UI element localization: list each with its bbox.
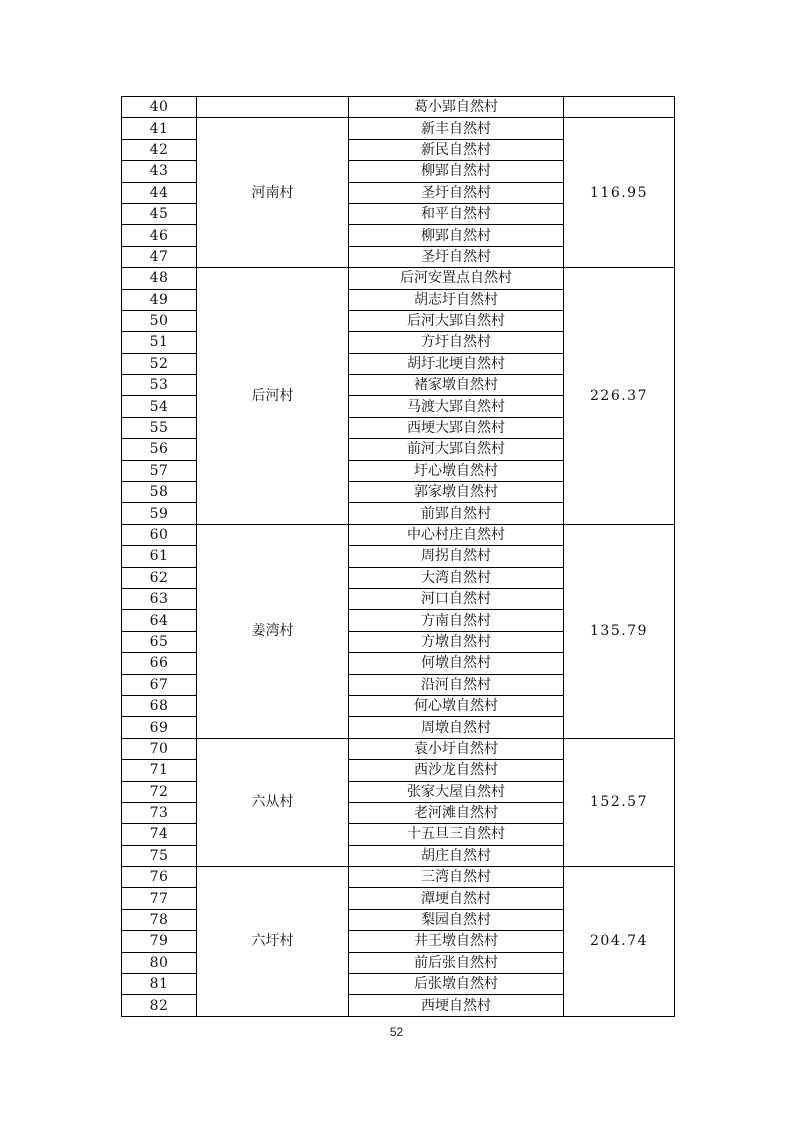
natural-village-cell: 沿河自然村 xyxy=(349,674,564,695)
row-number-cell: 62 xyxy=(122,567,197,588)
row-number-cell: 76 xyxy=(122,867,197,888)
natural-village-cell: 方圩自然村 xyxy=(349,332,564,353)
row-number-cell: 65 xyxy=(122,631,197,652)
natural-village-cell: 马渡大郢自然村 xyxy=(349,396,564,417)
village-table xyxy=(121,96,675,1017)
value-cell xyxy=(564,97,675,118)
natural-village-cell: 前河大郢自然村 xyxy=(349,439,564,460)
natural-village-cell: 方墩自然村 xyxy=(349,631,564,652)
natural-village-cell: 圩心墩自然村 xyxy=(349,460,564,481)
natural-village-cell: 圣圩自然村 xyxy=(349,182,564,203)
row-number-cell: 77 xyxy=(122,888,197,909)
row-number-cell: 67 xyxy=(122,674,197,695)
row-number-cell: 54 xyxy=(122,396,197,417)
row-number-cell: 72 xyxy=(122,781,197,802)
row-number-cell: 48 xyxy=(122,268,197,289)
row-number-cell: 69 xyxy=(122,717,197,738)
natural-village-cell: 中心村庄自然村 xyxy=(349,524,564,545)
row-number-cell: 68 xyxy=(122,695,197,716)
row-number-cell: 42 xyxy=(122,139,197,160)
row-number-cell: 60 xyxy=(122,524,197,545)
row-number-cell: 73 xyxy=(122,802,197,823)
natural-village-cell: 西埂大郢自然村 xyxy=(349,417,564,438)
row-number-cell: 44 xyxy=(122,182,197,203)
row-number-cell: 43 xyxy=(122,161,197,182)
natural-village-cell: 张家大屋自然村 xyxy=(349,781,564,802)
natural-village-cell: 三湾自然村 xyxy=(349,867,564,888)
natural-village-cell: 周墩自然村 xyxy=(349,717,564,738)
natural-village-cell: 柳郢自然村 xyxy=(349,225,564,246)
village-name-cell: 六从村 xyxy=(197,738,349,866)
row-number-cell: 81 xyxy=(122,974,197,995)
village-name-cell xyxy=(197,97,349,118)
natural-village-cell: 新民自然村 xyxy=(349,139,564,160)
village-name-cell: 后河村 xyxy=(197,268,349,525)
table-body xyxy=(122,97,675,1017)
row-number-cell: 52 xyxy=(122,353,197,374)
village-name-cell: 六圩村 xyxy=(197,867,349,1017)
natural-village-cell: 褚家墩自然村 xyxy=(349,375,564,396)
value-cell: 152.57 xyxy=(564,738,675,866)
table-row xyxy=(122,268,675,289)
natural-village-cell: 后河安置点自然村 xyxy=(349,268,564,289)
row-number-cell: 66 xyxy=(122,653,197,674)
row-number-cell: 55 xyxy=(122,417,197,438)
row-number-cell: 74 xyxy=(122,824,197,845)
row-number-cell: 82 xyxy=(122,995,197,1016)
natural-village-cell: 老河滩自然村 xyxy=(349,802,564,823)
natural-village-cell: 河口自然村 xyxy=(349,588,564,609)
natural-village-cell: 十五旦三自然村 xyxy=(349,824,564,845)
natural-village-cell: 后河大郢自然村 xyxy=(349,310,564,331)
natural-village-cell: 井王墩自然村 xyxy=(349,931,564,952)
value-cell: 135.79 xyxy=(564,524,675,738)
row-number-cell: 61 xyxy=(122,546,197,567)
natural-village-cell: 胡庄自然村 xyxy=(349,845,564,866)
value-cell: 226.37 xyxy=(564,268,675,525)
natural-village-cell: 周拐自然村 xyxy=(349,546,564,567)
row-number-cell: 57 xyxy=(122,460,197,481)
row-number-cell: 78 xyxy=(122,909,197,930)
natural-village-cell: 葛小郢自然村 xyxy=(349,97,564,118)
natural-village-cell: 袁小圩自然村 xyxy=(349,738,564,759)
row-number-cell: 71 xyxy=(122,760,197,781)
natural-village-cell: 梨园自然村 xyxy=(349,909,564,930)
table-row xyxy=(122,524,675,545)
natural-village-cell: 潭埂自然村 xyxy=(349,888,564,909)
row-number-cell: 58 xyxy=(122,482,197,503)
page-number: 52 xyxy=(389,1025,404,1039)
natural-village-cell: 前后张自然村 xyxy=(349,952,564,973)
natural-village-cell: 和平自然村 xyxy=(349,203,564,224)
natural-village-cell: 大湾自然村 xyxy=(349,567,564,588)
natural-village-cell: 西沙龙自然村 xyxy=(349,760,564,781)
natural-village-cell: 新丰自然村 xyxy=(349,118,564,139)
natural-village-cell: 西埂自然村 xyxy=(349,995,564,1016)
natural-village-cell: 方南自然村 xyxy=(349,610,564,631)
natural-village-cell: 胡圩北埂自然村 xyxy=(349,353,564,374)
value-cell: 204.74 xyxy=(564,867,675,1017)
table-row xyxy=(122,738,675,759)
village-name-cell: 河南村 xyxy=(197,118,349,268)
natural-village-cell: 后张墩自然村 xyxy=(349,974,564,995)
natural-village-cell: 圣圩自然村 xyxy=(349,246,564,267)
row-number-cell: 56 xyxy=(122,439,197,460)
row-number-cell: 49 xyxy=(122,289,197,310)
natural-village-cell: 何心墩自然村 xyxy=(349,695,564,716)
row-number-cell: 64 xyxy=(122,610,197,631)
natural-village-cell: 何墩自然村 xyxy=(349,653,564,674)
row-number-cell: 59 xyxy=(122,503,197,524)
row-number-cell: 53 xyxy=(122,375,197,396)
row-number-cell: 47 xyxy=(122,246,197,267)
row-number-cell: 75 xyxy=(122,845,197,866)
row-number-cell: 46 xyxy=(122,225,197,246)
row-number-cell: 51 xyxy=(122,332,197,353)
row-number-cell: 45 xyxy=(122,203,197,224)
natural-village-cell: 柳郢自然村 xyxy=(349,161,564,182)
row-number-cell: 79 xyxy=(122,931,197,952)
village-name-cell: 姜湾村 xyxy=(197,524,349,738)
natural-village-cell: 前郢自然村 xyxy=(349,503,564,524)
row-number-cell: 41 xyxy=(122,118,197,139)
value-cell: 116.95 xyxy=(564,118,675,268)
table-row xyxy=(122,118,675,139)
natural-village-cell: 郭家墩自然村 xyxy=(349,482,564,503)
row-number-cell: 70 xyxy=(122,738,197,759)
row-number-cell: 40 xyxy=(122,97,197,118)
table-row xyxy=(122,97,675,118)
row-number-cell: 63 xyxy=(122,588,197,609)
natural-village-cell: 胡志圩自然村 xyxy=(349,289,564,310)
row-number-cell: 80 xyxy=(122,952,197,973)
row-number-cell: 50 xyxy=(122,310,197,331)
table-row xyxy=(122,867,675,888)
